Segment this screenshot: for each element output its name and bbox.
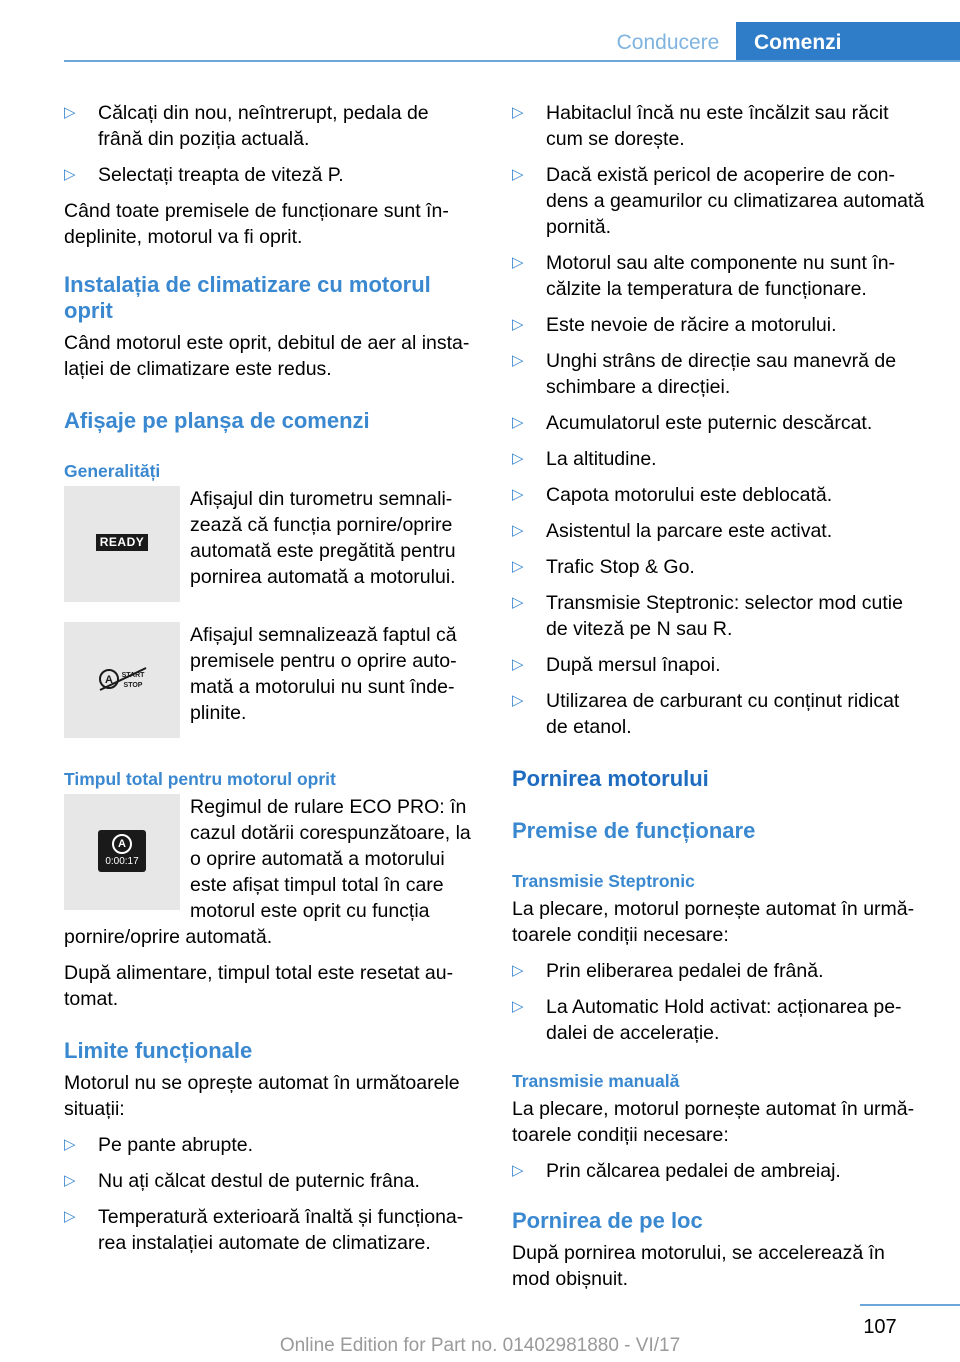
footer-divider — [860, 1304, 960, 1306]
paragraph: După alimentare, timpul total este resetat automat. — [64, 962, 454, 1010]
paragraph: Motorul nu se oprește automat în următoarele situații: — [64, 1072, 460, 1120]
svg-text:A: A — [105, 674, 113, 686]
triangle-bullet-icon: ▷ — [512, 558, 524, 575]
list-item: ▷ Călcați din nou, neîntrerupt, pedala de frână din poziția actuală. — [64, 102, 429, 150]
list-item: ▷ Pe pante abrupte. — [64, 1134, 254, 1156]
edition-footer: Online Edition for Part no. 01402981880 - VI/17 — [279, 1335, 681, 1356]
heading-manual: Transmisie manuală — [512, 1071, 680, 1091]
triangle-bullet-icon: ▷ — [512, 998, 524, 1015]
stop-timer-icon: A 0:00:17 — [98, 830, 146, 872]
triangle-bullet-icon: ▷ — [512, 254, 524, 271]
header-divider — [64, 60, 960, 62]
triangle-bullet-icon: ▷ — [64, 1208, 76, 1225]
heading-displays: Afișaje pe planșa de comenzi — [64, 408, 370, 433]
ready-indicator-icon: READY — [96, 534, 148, 551]
list-item: ▷ Motorul sau alte componente nu sunt încălzite la temperatura de funcționare. — [512, 252, 896, 300]
paragraph: Când toate premisele de funcționare sunt îndeplinite, motorul va fi oprit. — [64, 200, 449, 248]
triangle-bullet-icon: ▷ — [512, 486, 524, 503]
list-item: ▷ Transmisie Steptronic: selector mod cutie de viteză pe N sau R. — [512, 592, 903, 640]
svg-text:START: START — [121, 672, 145, 679]
paragraph: La plecare, motorul pornește automat în următoarele condiții necesare: — [512, 898, 915, 946]
triangle-bullet-icon: ▷ — [512, 962, 524, 979]
triangle-bullet-icon: ▷ — [512, 1162, 524, 1179]
triangle-bullet-icon: ▷ — [512, 316, 524, 333]
triangle-bullet-icon: ▷ — [64, 104, 76, 121]
ready-display-image — [64, 486, 180, 602]
right-column — [512, 100, 926, 1302]
heading-premise: Premise de funcționare — [512, 818, 756, 843]
triangle-bullet-icon: ▷ — [512, 692, 524, 709]
section-tab-comenzi[interactable]: Comenzi — [736, 22, 960, 62]
heading-general: Generalități — [64, 461, 161, 481]
page-number: 107 — [863, 1316, 897, 1338]
list-item: ▷ Asistentul la parcare este activat. — [512, 520, 833, 542]
triangle-bullet-icon: ▷ — [64, 1172, 76, 1189]
list-item: ▷ Temperatură exterioară înaltă și funcționarea instalației automate de climatizare. — [64, 1206, 464, 1254]
triangle-bullet-icon: ▷ — [64, 166, 76, 183]
list-item: ▷ Trafic Stop & Go. — [512, 556, 695, 578]
list-item: ▷ Habitaclul încă nu este încălzit sau răcit cum se dorește. — [512, 102, 889, 150]
triangle-bullet-icon: ▷ — [512, 594, 524, 611]
triangle-bullet-icon: ▷ — [512, 414, 524, 431]
paragraph: La plecare, motorul pornește automat în următoarele condiții necesare: — [512, 1098, 915, 1146]
list-item: ▷ Este nevoie de răcire a motorului. — [512, 314, 837, 336]
display-figure-timer — [64, 794, 478, 924]
startstop-display-image — [64, 622, 180, 738]
left-column — [64, 100, 478, 1266]
heading-drive-off: Pornirea de pe loc — [512, 1208, 703, 1233]
triangle-bullet-icon: ▷ — [512, 522, 524, 539]
list-item: ▷ Prin eliberarea pedalei de frână. — [512, 960, 824, 982]
list-item: ▷ La Automatic Hold activat: acționarea pedalei de accelerație. — [512, 996, 902, 1044]
triangle-bullet-icon: ▷ — [512, 450, 524, 467]
heading-engine-start: Pornirea motorului — [512, 766, 709, 791]
section-tab-conducere[interactable]: Conducere — [616, 31, 720, 54]
paragraph: pornire/oprire automată. — [64, 926, 273, 948]
triangle-bullet-icon: ▷ — [512, 656, 524, 673]
figure-caption: Afișajul din turometru semnalizează că funcția pornire/oprire automată este pregătită pentru pornirea automată a motorului. — [190, 488, 456, 588]
list-item: ▷ Capota motorului este deblocată. — [512, 484, 833, 506]
figure-caption: Regimul de rulare ECO PRO: în cazul dotării corespunzătoare, la o oprire automată a motorului este afișat timpul total în care motorul este oprit cu funcția — [190, 796, 471, 922]
list-item: ▷ Nu ați călcat destul de puternic frâna. — [64, 1170, 420, 1192]
timer-display-image — [64, 794, 180, 910]
list-item: ▷ Selectați treapta de viteză P. — [64, 164, 344, 186]
start-stop-crossed-icon — [98, 666, 148, 692]
paragraph: După pornirea motorului, se accelerează în mod obișnuit. — [512, 1242, 885, 1290]
list-item: ▷ Unghi strâns de direcție sau manevră de schimbare a direcției. — [512, 350, 897, 398]
paragraph: Când motorul este oprit, debitul de aer al instalației de climatizare este redus. — [64, 332, 470, 380]
page-header — [0, 0, 960, 62]
list-item: ▷ La altitudine. — [512, 448, 657, 470]
heading-steptronic: Transmisie Steptronic — [512, 871, 695, 891]
svg-text:STOP: STOP — [123, 682, 143, 689]
heading-limits: Limite funcționale — [64, 1038, 253, 1063]
list-item: ▷ Acumulatorul este puternic descărcat. — [512, 412, 873, 434]
figure-caption: Afișajul semnalizează faptul că premisele pentru o oprire automată a motorului nu sunt îndeplinite. — [190, 624, 457, 724]
triangle-bullet-icon: ▷ — [512, 166, 524, 183]
list-item: ▷ Prin călcarea pedalei de ambreiaj. — [512, 1160, 841, 1182]
list-item: ▷ Dacă există pericol de acoperire de condens a geamurilor cu climatizarea automată pornită. — [512, 164, 925, 238]
list-item: ▷ După mersul înapoi. — [512, 654, 721, 676]
triangle-bullet-icon: ▷ — [512, 104, 524, 121]
heading-climate: Instalația de climatizare cu motorul oprit — [64, 272, 431, 323]
display-figure-startstop — [64, 622, 478, 738]
heading-total-time: Timpul total pentru motorul oprit — [64, 769, 336, 789]
triangle-bullet-icon: ▷ — [512, 352, 524, 369]
list-item: ▷ Utilizarea de carburant cu conținut ridicat de etanol. — [512, 690, 900, 738]
display-figure-ready — [64, 486, 478, 602]
triangle-bullet-icon: ▷ — [64, 1136, 76, 1153]
